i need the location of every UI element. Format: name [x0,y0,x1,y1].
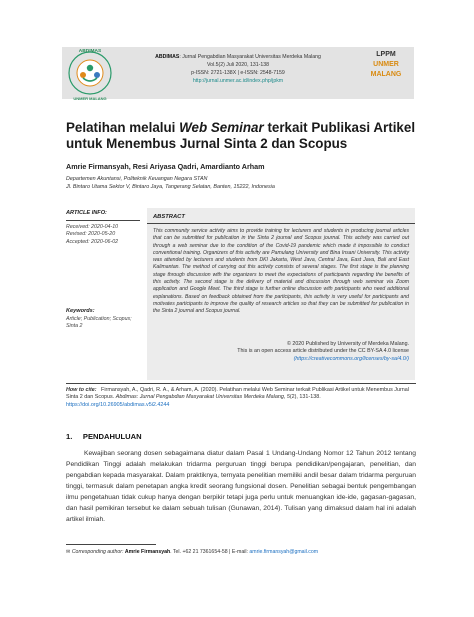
title-post: terkait Publikasi Artikel untuk Menembus Jurnal Sinta 2 dan Scopus [66,120,416,151]
section-heading [66,432,142,441]
how-to-cite [66,387,416,409]
cite-pages: (2), 131-138. [289,394,321,401]
date-received: Received: 2020-04-10 [66,224,119,230]
footnote-email-link[interactable]: amrie.firmansyah@gmail.com [249,549,319,555]
article-info-label: ARTICLE INFO: [66,210,107,216]
journal-name: ABDIMAS [155,54,180,60]
abstract-label: ABSTRACT [153,214,185,220]
cite-journal: Abdimas: Jurnal Pengabdian Masyarakat Universitas Merdeka Malang, 5 [115,394,290,401]
journal-url[interactable]: http://jurnal.unmer.ac.id/index.php/jpkm [192,78,284,84]
title-italic: Web Seminar [179,120,264,135]
keywords-label: Keywords: [66,308,95,314]
abstract-body: This community service activity aims to provide training for lecturers and students in producing journal articles that can be submitted for publication in the Sinta 2 journal and Scopus journal. This activity was carried out through a web seminar due to the condition of the Covid-19 pandemic which made it impossible to conduct conventional training. Organizers of this activity are Pamulang University and Bina Insani University. This activity was attended by lecturers and students from DKI Jakarta, West Java, Central Java, East Java, Bali and East Kalimantan. The method of carrying out this activity consists of several stages. The first stage is the planning stage through discussion with the organizers to meet the expectations of participants regarding the benefits of this activity. The second stage is the delivery of material and discussion through web seminar via Zoom application and Google Meet. The third stage is further online discussion with participants who need additional explanations. Based on feedback obtained from the participants, this activity is very useful for participants and motivates participants to improve the quality of research articles so that they can be submitted for publication in the Sinta 2 journal and Scopus journal. [153,228,409,315]
keywords-value: Article; Publication; Scopus; Sinta 2 [66,316,132,330]
footnote-contact: . Tel. +62 21 7361654-58 | E-mail: [170,549,250,555]
lppm-mark [358,50,414,80]
copyright-line-2: This is an open access article distributed under the CC BY-SA 4.0 license [237,348,409,355]
article-affiliation [66,175,275,191]
cite-text: Firmansyah, A., Qadri, R. A., & Arham, A. (2020). Pelatihan melalui Web Seminar terkait Publikasi Artikel untuk Menembus Jurnal Sinta 2 dan Scopus. [66,387,409,401]
article-authors: Amrie Firmansyah, Resi Ariyasa Qadri, Amardianto Arham [66,162,265,171]
date-revised: Revised: 2020-05-20 [66,231,116,238]
footnote-author-name: Amrie Firmansyah [124,549,171,555]
section-title: PENDAHULUAN [82,432,142,441]
copyright-line-1: © 2020 Published by University of Merdeka Malang. [287,341,409,347]
affiliation-line-1: Departemen Akuntansi, Politeknik Keuangan Negara STAN [66,176,208,182]
cite-doi-link[interactable]: https://doi.org/10.26905/abdimas.v5i2.4244 [66,401,170,408]
article-dates [66,224,118,246]
title-pre: Pelatihan melalui [66,120,180,135]
journal-full-name: : Jurnal Pengabdian Masyarakat Universitas Merdeka Malang [179,54,321,60]
journal-issn: p-ISSN: 2721-138X | e-ISSN: 2548-7159 [191,70,285,76]
envelope-icon: ✉ [66,549,71,555]
affiliation-line-2: Jl. Bintaro Utama Sektor V, Bintaro Jaya, Tangerang Selatan, Banten, 15222, Indonesia [66,184,275,190]
abstract-box [147,208,415,380]
abdimas-logo [66,44,114,102]
license-link[interactable]: (https://creativecommons.org/licenses/by-sa/4.0/) [293,355,409,362]
journal-volume: Vol.5(2) Juli 2020, 131-138 [206,62,269,68]
footnote-prefix: Corresponding author: [71,549,125,555]
lppm-line-2: UNMER [373,61,399,68]
corresponding-author-footnote [66,549,416,555]
body-paragraph: Kewajiban seorang dosen sebagaimana diatur dalam Pasal 1 Undang-Undang Nomor 12 Tahun 2012 tentang Pendidikan Tinggi adalah melakukan tridarma perguruan tinggi berupa pendidikan/pengajaran, penelitian, dan pengabdian kepada masyarakat. Dalam praktiknya, ternyata penelitian memiliki andil besar dalam tridarma perguruan tinggi, termasuk dalam penetapan angka kredit seorang fungsional dosen. Penelitian sebagai bentuk pengembangan ilmu pengetahuan tidak cukup hanya dengan berpikir tetapi juga perlu untuk menuangkan ide-ide, gagasan-gagasan, dan hasil pemikiran tersebut ke dalam sebuah tulisan (Gunawan, 2014). Tulisan yang dimaksud dalam hal ini adalah artikel ilmiah. [66,450,416,523]
article-title [66,120,416,152]
article-info-rule [66,220,140,221]
copyright-notice [153,341,409,363]
lppm-line-3: MALANG [370,71,402,78]
abstract-rule [147,223,415,224]
footnote-rule [66,544,156,545]
citation-top-rule [66,383,416,384]
date-accepted: Accepted: 2020-06-02 [66,238,119,245]
logo-bottom-text: UNMER MALANG [73,96,107,101]
lppm-line-1: LPPM [376,51,396,58]
logo-top-text: ABDIMAS [78,49,102,54]
section-number: 1. [66,432,73,441]
cite-label: How to cite: [66,387,97,393]
